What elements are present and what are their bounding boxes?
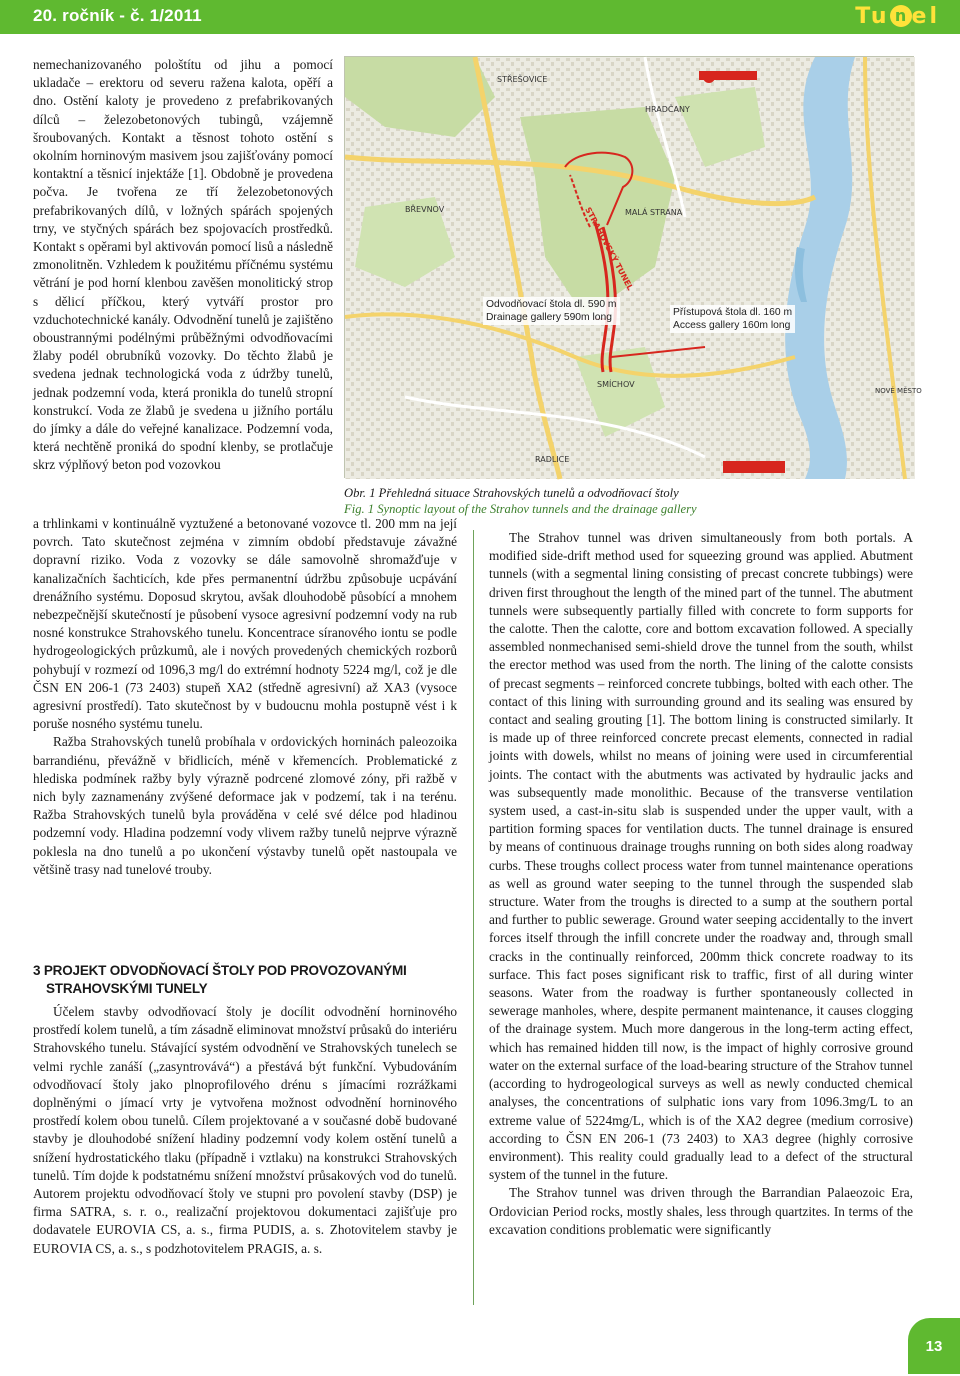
district-label: HRADČANY bbox=[645, 105, 690, 114]
issue-label: 20. ročník - č. 1/2011 bbox=[33, 6, 202, 25]
figure-caption-en: Fig. 1 Synoptic layout of the Strahov tunnels and the drainage gallery bbox=[344, 502, 697, 516]
tunel-logo: Tu n el bbox=[855, 4, 940, 29]
section-body bbox=[33, 1003, 457, 1258]
right-column-english bbox=[489, 529, 913, 1239]
left-column-bottom bbox=[33, 515, 457, 879]
paragraph: The Strahov tunnel was driven simultaneously from both portals. A modified side-drift method used for squeezing ground was applied. Abutment tunnels (with a segmental lining consisting of precast concrete tubbings) were driven first throughout the length of the mined part of the tunnel. The abutment tunnels were subsequently partially filled with concrete to form supports for the calotte. Then the calotte, core and bottom excavation followed. A specially assembled nonmechanised semi-shield drove the tunnel from the south, whilst the erector method was used from the north. The lining of the calotte consists of precast segments – reinforced concrete tubbings, bolted with each other. The contact of this lining with surrounding ground and its sealing was ensured by contact and sealing grouting [1]. The bottom lining is constructed similarly. It is made up of three reinforced concrete precast elements, connected in radial joints with dowels, whilst no means of joining were used in circumferential joints. The contact with the abutments was activated by hydraulic jacks and was subsequently made monolithic. Because of the transverse ventilation system used, a cast-in-situ slab is suspended under the upper vault, with a partition forming spaces for ventilation ducts. The tunnel drainage is ensured by means of continuous drainage troughs running on both sides along roadway curbs. These troughs collect process water from tunnel maintenance operations as well as ground water seeping to the tunnel through the suspended slab structure. Water from the troughs is directed to a sump at the southern portal and further to public sewerage. Ground water seeping accidentally to the invert forces itself through the infill concrete under the roadway and, through small cracks in the continually reinforced, 200mm thick concrete roadway to its surface. This fact poses significant risk to traffic, first of all during winter seasons. Water from the roadway is further spontaneously collected in sewerage manholes, where, despite permanent maintenance, it causes clogging of the drainage system. Much more dangerous in the long-term acting effect, which has remained hidden till now, is the impact of highly corrosive ground water on the external surface of the load-bearing structure of the Strahov tunnel (according to hydrogeological surveys as well as newly conducted chemical analyses, the concentrations of sulphatic ions vary from 1096.3mg/L to an extreme value of 5224mg/L, which is of the XA2 degree (medium corrosive) according to ČSN EN 206-1 (73 2403) to XA3 degree (highly corrosive environment). This reality could gradually lead to a defect of the structural system of the tunnel in the future. bbox=[489, 530, 913, 1183]
district-label: SMÍCHOV bbox=[597, 380, 635, 389]
access-gallery-label: Přístupová štola dl. 160 m Access gallery 160m long bbox=[670, 305, 795, 333]
paragraph: The Strahov tunnel was driven through the Barrandian Palaeozoic Era, Ordovician Period rocks, mostly shales, less through quartzites. In terms of the excavation conditions problematic were significantly bbox=[489, 1185, 913, 1237]
figure-caption-cz: Obr. 1 Přehledná situace Strahovských tunelů a odvodňovací štoly bbox=[344, 486, 679, 500]
map-figure bbox=[344, 56, 922, 478]
header-bar bbox=[0, 0, 960, 34]
column-divider bbox=[473, 530, 474, 1305]
tunnel-label: STRAHOVSKÝ TUNEL bbox=[583, 205, 635, 292]
paragraph: a trhlinkami v kontinuálně vyztužené a betonované vozovce tl. 200 mm na její povrch. Tato skutečnost zejména v zimním období představuje závažné dopravní riziko. Voda z vozovky se dále samovolně shromažďuje v kanalizačních šachticích, kde přes permanentní údržbu způsobuje ucpávání drenážního systému. Doposud skrytou, avšak dlouhodobě působící a mnohem nebezpečnější skutečností je působení vysoce agresivní podzemní vody na rub nosné konstrukce Strahovského tunelu. Koncentrace síranového iontu se podle hydrogeologických průzkumů, ale i nových provedených chemických rozborů pohybují v rozmezí od 1096,3 mg/l do extrémní hodnoty 5224 mg/l, což je dle ČSN EN 206-1 (73 2403) stupeň XA2 (středně agresivní) až XA3 (vysoce agresivní prostředí). Tato skutečnost by v budoucnu mohla postupně vést i k poruše nosného systému tunelu. bbox=[33, 516, 457, 732]
paragraph: Účelem stavby odvodňovací štoly je docílit odvodnění horninového prostředí kolem tunelů, a tím zásadně eliminovat množství průsaků do interiéru Strahovského tunelu. Stávající systém odvodnění ve Strahovských tunelech se velmi rychle zanáší („zasyntrovává“) a přestává být funkční. Vybudováním odvodňovací štoly jako plnoprofilového drénu s jímacími rozrážkami doplněnými o jímací vrty je vytvořena možnost odvodnění horninového prostředí kolem obou tunelů. Cílem projektované a v současné době budované stavby je dlouhodobé snížení hladiny podzemní vody kolem ostění tunelů a snížení hydrostatického tlaku (případně i vztlaku) na konstrukci Strahovských tunelů. Tím dojde k podstatnému snížení množství průsakových vod do tunelů. Autorem projektu odvodňovací štoly ve stupni pro povolení stavby (DSP) je firma SATRA, s. r. o., realizační projektovou dokumentaci zajišťuje pro dodavatele EUROVIA CS, a. s., firma PUDIS, a. s. Zhotovitelem stavby je EUROVIA CS, a. s., s podzhotovitelem PRAGIS, a. s. bbox=[33, 1004, 457, 1256]
left-column-top bbox=[33, 56, 333, 475]
drainage-gallery-label: Odvodňovací štola dl. 590 m Drainage gallery 590m long bbox=[483, 297, 620, 325]
district-label: NOVÉ MĚSTO bbox=[875, 387, 922, 395]
district-label: BŘEVNOV bbox=[405, 205, 445, 214]
district-label: RADLICE bbox=[535, 455, 570, 464]
page-number: 13 bbox=[908, 1318, 960, 1374]
map-graphic bbox=[345, 57, 922, 479]
district-label: STŘEŠOVICE bbox=[497, 75, 548, 84]
section-heading: 3 PROJEKT ODVODŇOVACÍ ŠTOLY POD PROVOZOVANÝMI STRAHOVSKÝMI TUNELY bbox=[33, 963, 407, 996]
paragraph: Ražba Strahovských tunelů probíhala v ordovických horninách paleozoika barrandiénu, převážně v břidlicích, méně v křemencích. Problematické z hlediska podmínek ražby byly výrazně podrcené zlomové zóny, při ražbě v nich byly zaznamenány zvýšené deformace jak v podzemí, tak i na terénu. Ražba Strahovských tunelů byla prováděna v celé své délce pod hladinou podzemní vody. Hladina podzemní vody vlivem ražby tunelů nejprve výrazně poklesla na dno tunelů a po ukončení výstavby tunelů opět nastoupala ve většině trasy nad tunelové trouby. bbox=[33, 734, 457, 877]
paragraph: nemechanizovaného pološtítu od jihu a pomocí ukladače – erektoru od severu ražena kalota, opěří a dno. Ostění kaloty je provedeno z prefabrikovaných dílců – železobetonových tubingů, vzájemně šroubovaných. Kontakt a těsnost tohoto ostění s okolním horninovým masivem jsou zajišťovány pomocí kontaktní a těsnicí injektáže [1]. Obdobně je provedena počva. Je tvořena ze tří železobetonových prefabrikovaných dílů, v ložných spárách spojených trny, ve styčných spárách bez spojovacích prostředků. Kontakt s opěrami byl aktivován pomocí lisů a následně zmonolitněn. Vzhledem k použitému příčnému systému větrání je pod horní klenbou zavěšen monolitický strop s dělicí příčkou, který vytváří prostor pro vzduchotechnické kanály. Odvodnění tunelů je zajištěno oboustrannými podélnými průběžnými odvodňovacími žlaby podél obrubníků vozovky. Do těchto žlabů je svedena jednak technologická voda z údržby tunelů, jednak podzemní voda, která pronikla do tunelů stropní konstrukcí. Voda ze žlabů je svedena u jižního portálu do jímky a dále do veřejné kanalizace. Podzemní voda, která nechtěně proniká do spodní klenby, se protlačuje skrz výplňový beton pod vozovkou bbox=[33, 57, 333, 473]
district-label: MALÁ STRANA bbox=[625, 208, 683, 217]
